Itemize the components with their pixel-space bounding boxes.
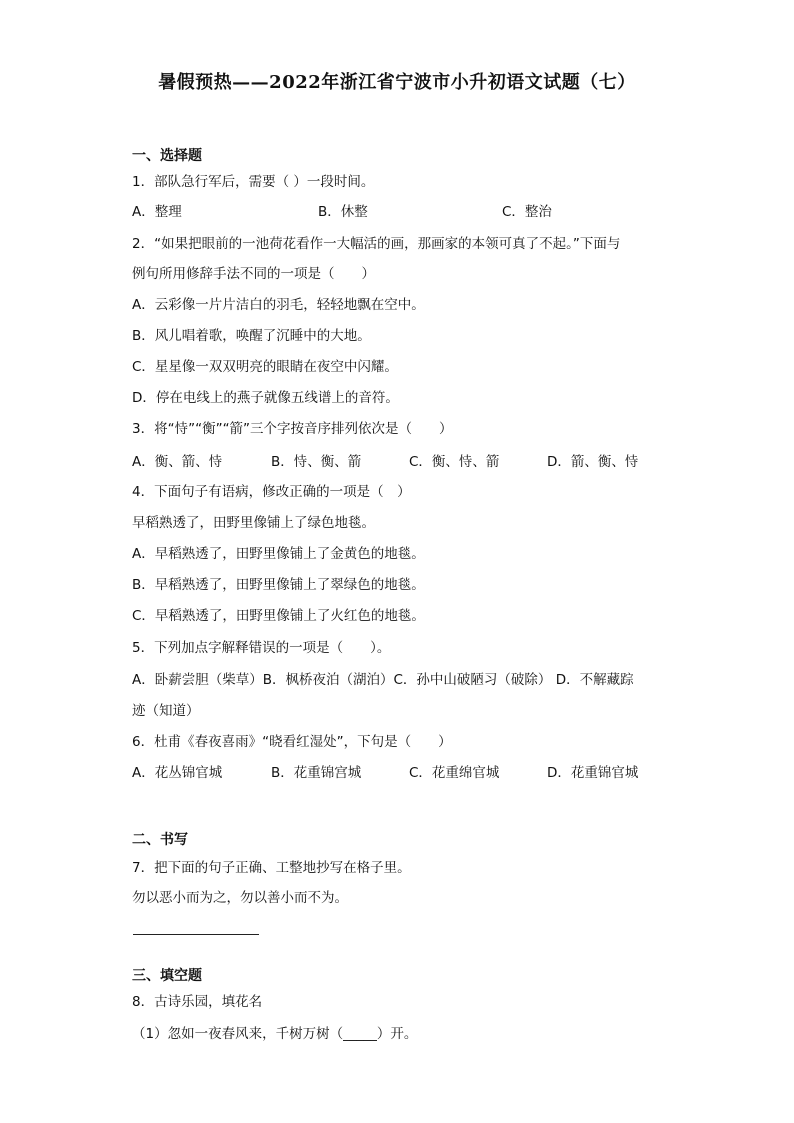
q4-option-a[interactable]: A．早稻熟透了，田野里像铺上了金黄色的地毯。 xyxy=(132,546,425,562)
q2-option-d[interactable]: D．停在电线上的燕子就像五线谱上的音符。 xyxy=(132,390,399,406)
section-title-choice: 一、选择题 xyxy=(132,148,202,164)
q6-option-b[interactable]: B．花重锦宫城 xyxy=(271,765,362,781)
q3-option-c[interactable]: C．衡、恃、箭 xyxy=(409,454,500,470)
q2-option-b[interactable]: B．风儿唱着歌，唤醒了沉睡中的大地。 xyxy=(132,328,371,344)
q6-option-a[interactable]: A．花丛锦官城 xyxy=(132,765,223,781)
q3-option-b[interactable]: B．恃、衡、箭 xyxy=(271,454,362,470)
q2-option-c[interactable]: C．星星像一双双明亮的眼睛在夜空中闪耀。 xyxy=(132,359,398,375)
question-1-stem: 1．部队急行军后，需要（ ）一段时间。 xyxy=(132,174,375,190)
q6-option-c[interactable]: C．花重绵官城 xyxy=(409,765,500,781)
question-7-stem: 7．把下面的句子正确、工整地抄写在格子里。 xyxy=(132,860,411,876)
question-6-stem: 6．杜甫《春夜喜雨》“晓看红湿处”，下句是（ ） xyxy=(132,734,452,750)
section-title-writing: 二、书写 xyxy=(132,832,188,848)
q5-options-line1[interactable]: A．卧薪尝胆（柴草）B．枫桥夜泊（湖泊）C．孙中山破陋习（破除） D．不解藏踪 xyxy=(132,672,634,688)
q4-option-b[interactable]: B．早稻熟透了，田野里像铺上了翠绿色的地毯。 xyxy=(132,577,425,593)
q6-option-d[interactable]: D．花重锦官城 xyxy=(547,765,639,781)
question-4-stem: 4．下面句子有语病，修改正确的一项是（ ） xyxy=(132,484,411,500)
q1-option-b[interactable]: B．休整 xyxy=(318,204,368,220)
q1-option-c[interactable]: C．整治 xyxy=(502,204,552,220)
answer-line[interactable] xyxy=(133,934,259,935)
q5-options-line2[interactable]: 迹（知道） xyxy=(132,703,200,719)
question-7-sentence: 勿以恶小而为之，勿以善小而不为。 xyxy=(132,890,348,906)
q3-option-d[interactable]: D．箭、衡、恃 xyxy=(547,454,639,470)
question-3-stem: 3．将“恃”“衡”“箭”三个字按音序排列依次是（ ） xyxy=(132,421,453,437)
question-2-stem-line2: 例句所用修辞手法不同的一项是（ ） xyxy=(132,266,375,282)
question-5-stem: 5．下列加点字解释错误的一项是（ ）。 xyxy=(132,640,391,656)
section-title-fill: 三、填空题 xyxy=(132,968,202,984)
question-8-item-1[interactable]: （1）忽如一夜春风来，千树万树（_____）开。 xyxy=(132,1026,418,1042)
question-8-stem: 8．古诗乐园，填花名 xyxy=(132,994,263,1010)
question-4-sentence: 早稻熟透了，田野里像铺上了绿色地毯。 xyxy=(132,515,375,531)
q3-option-a[interactable]: A．衡、箭、恃 xyxy=(132,454,223,470)
q4-option-c[interactable]: C．早稻熟透了，田野里像铺上了火红色的地毯。 xyxy=(132,608,425,624)
page-title: 暑假预热——2022年浙江省宁波市小升初语文试题（七） xyxy=(158,72,636,93)
question-2-stem-line1: 2．“如果把眼前的一池荷花看作一大幅活的画，那画家的本领可真了不起。”下面与 xyxy=(132,236,621,252)
q1-option-a[interactable]: A．整理 xyxy=(132,204,182,220)
q2-option-a[interactable]: A．云彩像一片片洁白的羽毛，轻轻地飘在空中。 xyxy=(132,297,425,313)
